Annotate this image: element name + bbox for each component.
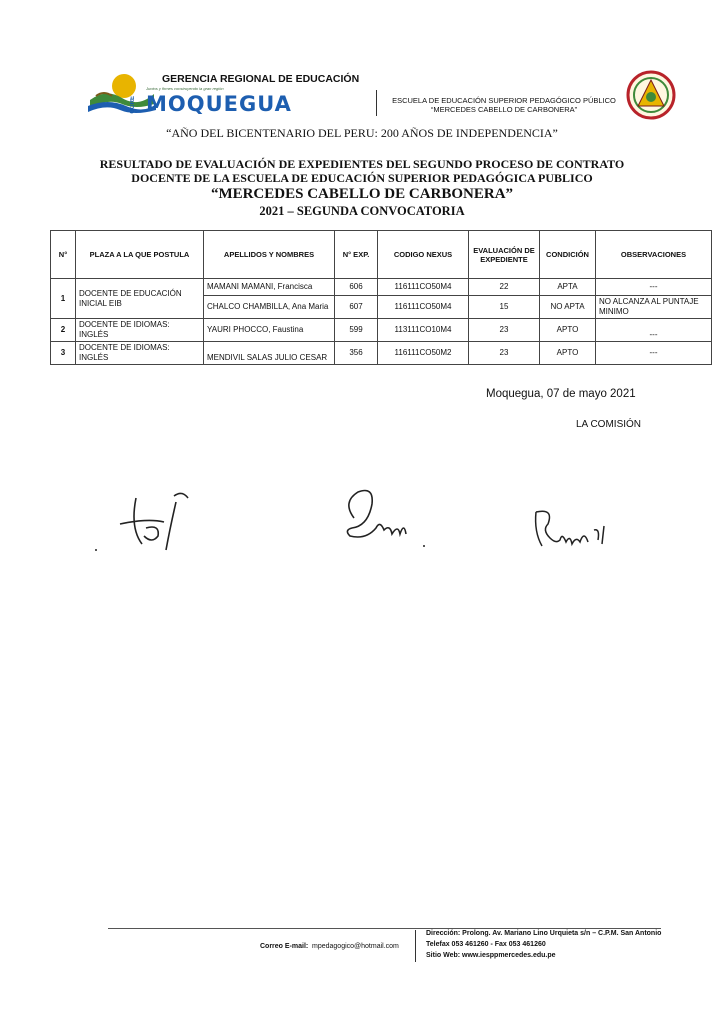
cell-exp: 607 (335, 296, 378, 319)
cell-plaza: DOCENTE DE EDUCACIÓN INICIAL EIB (76, 279, 204, 319)
footer-email-label: Correo E-mail: (260, 943, 309, 950)
cell-cond: APTO (540, 319, 596, 342)
cell-codigo: 116111CO50M4 (378, 296, 469, 319)
cell-obs: --- (596, 279, 712, 296)
footer-rule (108, 928, 661, 929)
school-seal-icon (624, 70, 678, 120)
cell-exp: 599 (335, 319, 378, 342)
document-title-line1: RESULTADO DE EVALUACIÓN DE EXPEDIENTES DEL SEGUNDO PROCESO DE CONTRATO (99, 157, 625, 171)
committee-label: LA COMISIÓN (576, 419, 642, 430)
cell-eval: 23 (469, 319, 540, 342)
cell-no: 2 (51, 319, 76, 342)
place-date: Moquegua, 07 de mayo 2021 (486, 388, 636, 400)
document-title-line2: DOCENTE DE LA ESCUELA DE EDUCACIÓN SUPERIOR PEDAGÓGICA PUBLICO (131, 171, 593, 185)
cell-no: 3 (51, 342, 76, 365)
cell-plaza: DOCENTE DE IDIOMAS: INGLÉS (76, 342, 204, 365)
cell-name: YAURI PHOCCO, Faustina (204, 319, 335, 342)
cell-obs: --- (596, 319, 712, 342)
header-codigo: CODIGO NEXUS (378, 231, 469, 279)
header-observaciones: OBSERVACIONES (596, 231, 712, 279)
gerencia-title: GERENCIA REGIONAL DE EDUCACIÓN (162, 73, 360, 85)
footer-web: Sitio Web: www.iesppmercedes.edu.pe (426, 952, 556, 959)
header-evaluacion: EVALUACIÓN DE EXPEDIENTE (469, 231, 540, 279)
table-row (51, 342, 712, 365)
table-header-row (51, 231, 712, 279)
header-exp: N° EXP. (335, 231, 378, 279)
cell-eval: 22 (469, 279, 540, 296)
footer-address: Dirección: Prolong. Av. Mariano Lino Urquieta s/n – C.P.M. San Antonio (426, 930, 662, 937)
gore-tagline: Juntos y firmes construyendo la gran región (146, 86, 224, 91)
cell-plaza: DOCENTE DE IDIOMAS: INGLÉS (76, 319, 204, 342)
cell-no: 1 (51, 279, 76, 319)
year-motto: “AÑO DEL BICENTENARIO DEL PERU: 200 AÑOS DE INDEPENDENCIA” (166, 126, 558, 140)
cell-cond: APTO (540, 342, 596, 365)
cell-name: MAMANI MAMANI, Francisca (204, 279, 335, 296)
table-row (51, 319, 712, 342)
cell-cond: NO APTA (540, 296, 596, 319)
cell-codigo: 113111CO10M4 (378, 319, 469, 342)
cell-eval: 23 (469, 342, 540, 365)
school-name-line2: “MERCEDES CABELLO DE CARBONERA” (430, 105, 578, 114)
cell-codigo: 116111CO50M4 (378, 279, 469, 296)
cell-name: CHALCO CHAMBILLA, Ana Maria (204, 296, 335, 319)
cell-exp: 606 (335, 279, 378, 296)
header-no: N° (51, 231, 76, 279)
cell-eval: 15 (469, 296, 540, 319)
signature-1-icon (90, 488, 220, 558)
cell-name: MENDIVIL SALAS JULIO CESAR (204, 342, 335, 365)
header-plaza: PLAZA A LA QUE POSTULA (76, 231, 204, 279)
signature-2-icon (332, 484, 442, 550)
footer-email: mpedagogico@hotmail.com (312, 943, 399, 950)
signature-3-icon (528, 500, 614, 556)
table-row (51, 279, 712, 296)
moquegua-wordmark: MOQUEGUA (146, 92, 292, 116)
results-table (50, 230, 712, 365)
footer-divider (415, 930, 416, 962)
document-title-school: “MERCEDES CABELLO DE CARBONERA” (210, 186, 514, 202)
document-title-year: 2021 – SEGUNDA CONVOCATORIA (259, 204, 465, 218)
cell-obs: NO ALCANZA AL PUNTAJE MINIMO (596, 296, 712, 319)
header-condicion: CONDICIÓN (540, 231, 596, 279)
header-divider (376, 90, 377, 116)
cell-cond: APTA (540, 279, 596, 296)
header-nombres: APELLIDOS Y NOMBRES (204, 231, 335, 279)
cell-codigo: 116111CO50M2 (378, 342, 469, 365)
footer-phone: Telefax 053 461260 - Fax 053 461260 (426, 941, 546, 948)
cell-obs: --- (596, 342, 712, 365)
cell-exp: 356 (335, 342, 378, 365)
gore-mark: GORE (130, 96, 136, 114)
school-name-line1: ESCUELA DE EDUCACIÓN SUPERIOR PEDAGÓGICO PÚBLICO (392, 96, 616, 105)
